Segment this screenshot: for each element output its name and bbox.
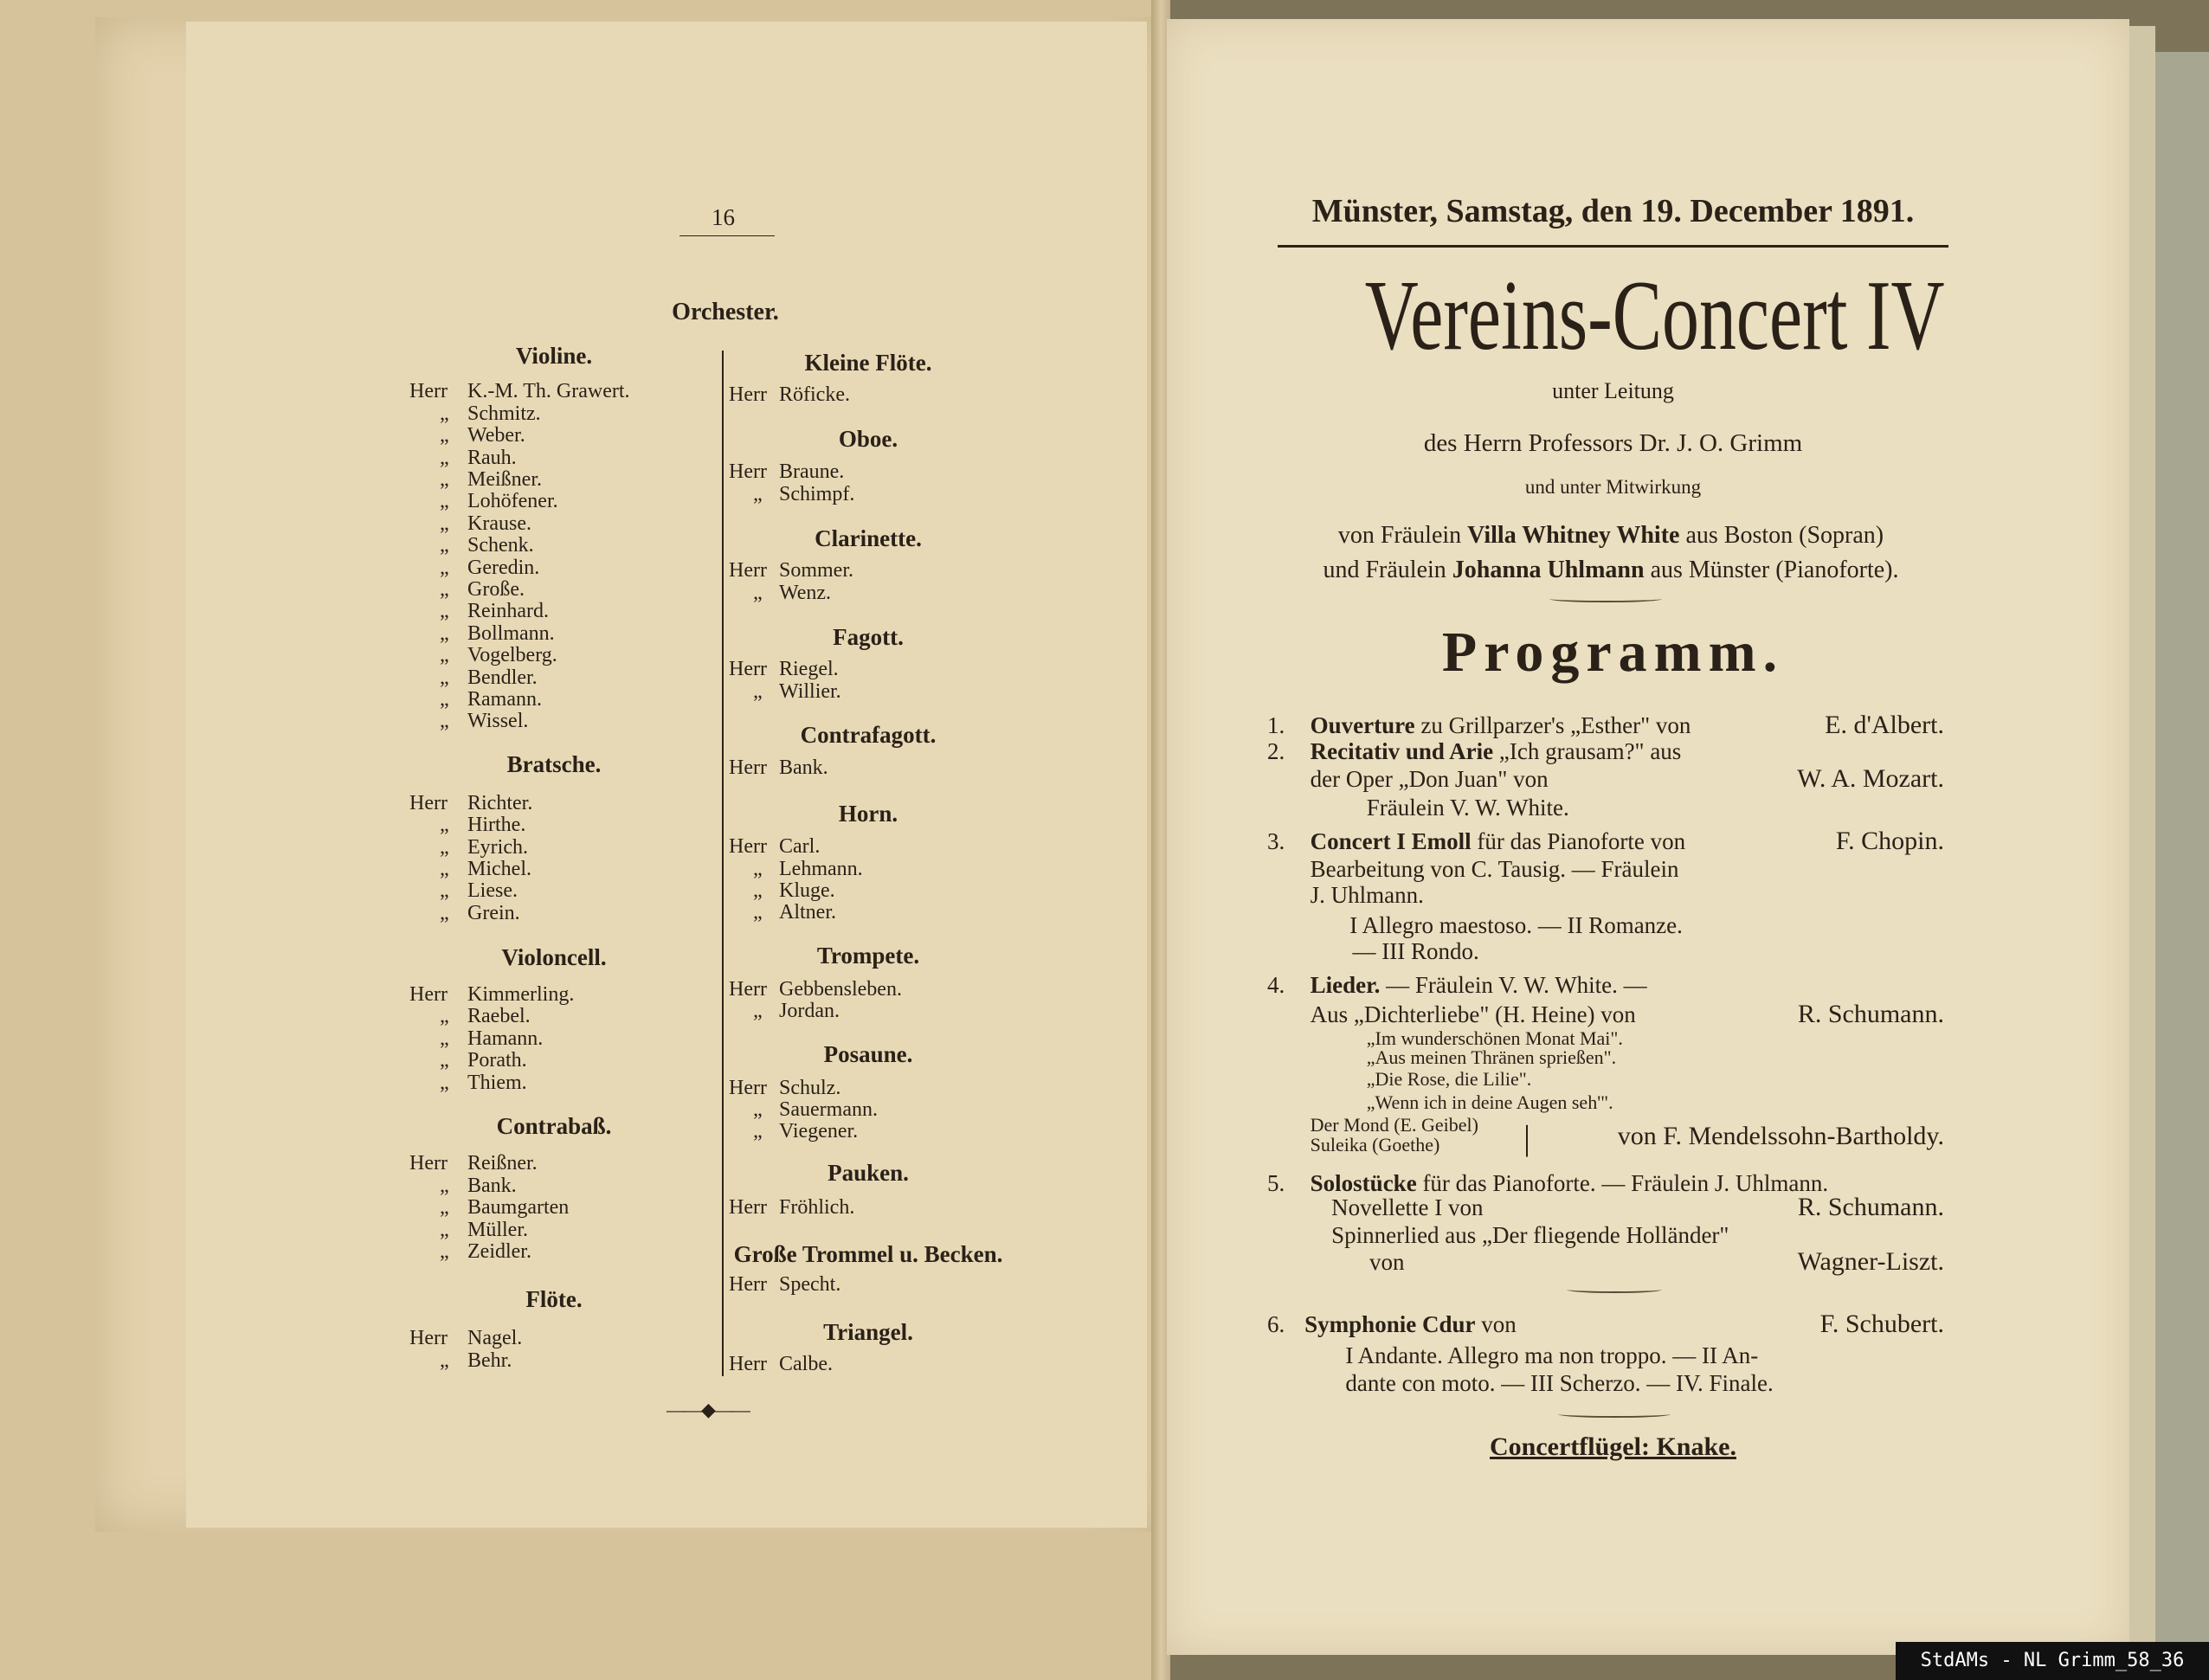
flourish-divider — [1558, 1411, 1671, 1418]
program-line-text: Spinnerlied aus „Der fliegende Holländer" — [1331, 1222, 1729, 1249]
musician-name: Lehmann. — [779, 857, 863, 880]
musician-name: Fröhlich. — [779, 1195, 855, 1219]
program-line-text: „Wenn ich in deine Augen seh'". — [1366, 1091, 1613, 1114]
ditto-mark: „ — [753, 857, 763, 880]
program-line — [1345, 1344, 1758, 1367]
musician-name: Riegel. — [779, 658, 839, 681]
ditto-mark: „ — [440, 835, 449, 859]
ditto-mark: „ — [440, 1005, 449, 1028]
program-line-text: von — [1475, 1310, 1517, 1337]
composer: E. d'Albert. — [1825, 711, 1944, 740]
program-line — [1367, 796, 1569, 819]
soloist-1-post: aus Boston (Sopran) — [1679, 522, 1884, 549]
musician-name: Porath. — [467, 1049, 527, 1072]
soloist-1 — [1269, 522, 1953, 550]
musician-name: Meißner. — [467, 468, 542, 492]
musician-name: Schulz. — [779, 1076, 841, 1099]
ditto-mark: „ — [753, 879, 763, 902]
musician-name: Liese. — [467, 879, 518, 903]
musician-name: Baumgarten — [467, 1196, 570, 1220]
program-line-text: von — [1369, 1249, 1405, 1276]
section-heading: Horn. — [838, 800, 898, 827]
program-line-text: „Die Rose, die Lilie". — [1366, 1067, 1532, 1090]
archive-watermark: StdAMs - NL Grimm_58_36 — [1896, 1642, 2209, 1680]
section-heading: Kleine Flöte. — [804, 349, 932, 376]
soloist-2-pre: und Fräulein — [1323, 557, 1452, 583]
programm-title: Programm. — [1441, 621, 1785, 684]
section-heading: Violine. — [515, 342, 593, 369]
ditto-mark: „ — [440, 424, 449, 447]
section-heading: Große Trommel u. Becken. — [733, 1241, 1003, 1268]
program-line — [1311, 714, 1691, 737]
soloist-2 — [1269, 557, 1953, 584]
musician-name: Lohöfener. — [467, 490, 558, 513]
ditto-mark: „ — [440, 600, 449, 623]
herr-label: Herr — [729, 383, 767, 406]
musician-name: Viegener. — [779, 1120, 859, 1143]
brace: | — [1523, 1117, 1531, 1157]
mitwirkung: und unter Mitwirkung — [1524, 476, 1702, 498]
herr-label: Herr — [729, 977, 767, 1001]
herr-label: Herr — [729, 460, 767, 484]
musician-name: Weber. — [467, 424, 525, 447]
page-number-rule — [679, 235, 775, 236]
musician-name: Specht. — [779, 1273, 841, 1297]
program-number: 2. — [1267, 737, 1285, 764]
musician-name: Raebel. — [467, 1005, 531, 1028]
program-line-text: „Aus meinen Thränen sprießen". — [1366, 1046, 1617, 1069]
herr-label: Herr — [729, 658, 767, 681]
herr-label: Herr — [409, 983, 448, 1007]
herr-label: Herr — [729, 1076, 767, 1099]
musician-name: Kimmerling. — [467, 983, 575, 1007]
musician-name: Rauh. — [467, 446, 517, 469]
section-heading: Contrabaß. — [496, 1113, 612, 1140]
program-line-text: Aus „Dichterliebe" (H. Heine) von — [1310, 1001, 1636, 1027]
musician-name: Röficke. — [779, 383, 850, 406]
program-line-text: I Andante. Allegro ma non troppo. — II An- — [1345, 1342, 1759, 1368]
musician-name: Bollmann. — [467, 621, 555, 645]
soloist-1-pre: von Fräulein — [1337, 522, 1468, 549]
musician-name: Bendler. — [467, 666, 538, 689]
ditto-mark: „ — [440, 1349, 449, 1372]
section-heading: Trompete. — [816, 943, 920, 969]
musician-name: Nagel. — [467, 1327, 523, 1350]
musician-name: Hirthe. — [467, 814, 526, 837]
musician-name: Willier. — [779, 679, 841, 703]
ditto-mark: „ — [440, 901, 449, 924]
musician-name: Hamann. — [467, 1027, 544, 1050]
ornament-divider: ——◆—— — [667, 1399, 749, 1420]
conductor: des Herrn Professors Dr. J. O. Grimm — [1423, 429, 1803, 457]
program-number: 5. — [1267, 1170, 1285, 1197]
program-work-title: Solostücke — [1310, 1170, 1417, 1197]
dateline: Münster, Samstag, den 19. December 1891. — [1311, 193, 1915, 229]
program-work-title: Concert I Emoll — [1310, 827, 1472, 854]
program-line-text: Bearbeitung von C. Tausig. — Fräulein — [1310, 856, 1679, 883]
concert-title: Vereins-Concert IV — [1364, 261, 1945, 371]
ditto-mark: „ — [440, 710, 449, 733]
program-line-text: Der Mond (E. Geibel) — [1310, 1114, 1478, 1136]
program-work-title: Ouverture — [1310, 712, 1415, 739]
musician-name: Große. — [467, 577, 525, 601]
page-number: 16 — [712, 204, 735, 230]
program-line — [1311, 1003, 1636, 1026]
program-line — [1366, 1067, 1532, 1090]
musician-name: Schenk. — [467, 534, 534, 557]
musician-name: Wenz. — [779, 581, 832, 604]
musician-name: Sommer. — [779, 559, 854, 583]
section-heading: Violoncell. — [501, 943, 607, 970]
program-line — [1310, 827, 1686, 854]
program-line — [1367, 1093, 1613, 1112]
musician-name: Sauermann. — [779, 1097, 878, 1121]
program-line-text: Novellette I von — [1331, 1194, 1484, 1220]
musician-name: Eyrich. — [467, 835, 528, 859]
ditto-mark: „ — [440, 644, 449, 667]
ditto-mark: „ — [440, 490, 449, 513]
ditto-mark: „ — [440, 879, 449, 903]
composer: Wagner-Liszt. — [1797, 1247, 1944, 1277]
ditto-mark: „ — [440, 687, 449, 711]
section-heading: Fagott. — [833, 624, 904, 651]
program-line-text: „Ich grausam?" aus — [1493, 737, 1682, 764]
herr-label: Herr — [729, 1273, 767, 1297]
herr-label: Herr — [409, 1327, 448, 1350]
musician-name: Bank. — [467, 1174, 517, 1197]
program-line-text: für das Pianoforte von — [1471, 827, 1686, 854]
program-line-text: J. Uhlmann. — [1310, 881, 1424, 908]
composer: F. Chopin. — [1835, 826, 1944, 855]
musician-name: K.-M. Th. Grawert. — [467, 380, 630, 403]
composer: F. Schubert. — [1819, 1309, 1944, 1338]
program-line-text: I Allegro maestoso. — II Romanze. — [1349, 912, 1683, 939]
ditto-mark: „ — [440, 666, 449, 689]
program-line-text: „Im wunderschönen Monat Mai". — [1366, 1027, 1623, 1049]
herr-label: Herr — [729, 756, 767, 780]
program-line-text: Suleika (Goethe) — [1310, 1134, 1440, 1156]
section-heading: Oboe. — [838, 425, 898, 452]
ditto-mark: „ — [753, 482, 763, 505]
program-line — [1331, 1196, 1483, 1219]
ditto-mark: „ — [440, 577, 449, 601]
program-work-title: Symphonie Cdur — [1304, 1310, 1476, 1337]
cover-edge — [2155, 52, 2209, 1680]
flourish-divider — [1549, 595, 1662, 602]
program-line-text: — III Rondo. — [1352, 937, 1479, 964]
herr-label: Herr — [729, 559, 767, 583]
program-line-text: zu Grillparzer's „Esther" von — [1414, 712, 1691, 739]
section-heading: Flöte. — [525, 1286, 583, 1313]
musician-name: Zeidler. — [467, 1239, 531, 1263]
musician-name: Carl. — [779, 835, 821, 859]
program-line — [1367, 1048, 1616, 1067]
page-edge — [2129, 26, 2155, 1680]
musician-name: Schimpf. — [779, 482, 855, 505]
herr-label: Herr — [409, 1152, 448, 1175]
musician-name: Geredin. — [467, 556, 540, 579]
ditto-mark: „ — [440, 1174, 449, 1197]
program-line — [1367, 1029, 1623, 1048]
program-line — [1310, 881, 1424, 908]
herr-label: Herr — [729, 1195, 767, 1219]
program-line — [1310, 1170, 1829, 1197]
program-line — [1311, 1116, 1478, 1135]
flourish-divider — [1567, 1286, 1662, 1293]
program-line-text: dante con moto. — III Scherzo. — IV. Finale. — [1345, 1370, 1774, 1397]
program-line-text: — Fräulein V. W. White. — — [1380, 971, 1647, 998]
musician-name: Richter. — [467, 791, 533, 814]
program-line — [1352, 937, 1479, 964]
herr-label: Herr — [729, 835, 767, 859]
ditto-mark: „ — [440, 512, 449, 535]
musician-name: Bank. — [779, 756, 828, 780]
ditto-mark: „ — [753, 679, 763, 703]
musician-name: Wissel. — [467, 710, 529, 733]
section-heading: Contrafagott. — [800, 721, 937, 748]
dateline-rule — [1278, 245, 1948, 248]
musician-name: Schmitz. — [467, 402, 541, 425]
concertfluegel: Concertflügel: Knake. — [1490, 1432, 1736, 1461]
program-line — [1331, 1222, 1729, 1249]
program-line — [1345, 1370, 1774, 1397]
composer: R. Schumann. — [1797, 1192, 1944, 1221]
program-number: 1. — [1267, 712, 1285, 739]
composer: R. Schumann. — [1797, 999, 1944, 1028]
ditto-mark: „ — [753, 999, 763, 1022]
musician-name: Braune. — [779, 460, 845, 484]
program-line — [1310, 737, 1682, 764]
program-line — [1310, 856, 1679, 883]
program-number: 4. — [1267, 971, 1285, 998]
unter-leitung: unter Leitung — [1552, 378, 1674, 403]
ditto-mark: „ — [440, 1071, 449, 1094]
ditto-mark: „ — [440, 534, 449, 557]
program-line — [1349, 914, 1683, 937]
musician-name: Krause. — [467, 512, 531, 535]
ditto-mark: „ — [440, 556, 449, 579]
musician-name: Gebbensleben. — [779, 977, 902, 1001]
composer: W. A. Mozart. — [1797, 764, 1944, 794]
ditto-mark: „ — [753, 1097, 763, 1121]
program-work-title: Recitativ und Arie — [1310, 737, 1494, 764]
ditto-mark: „ — [753, 1120, 763, 1143]
program-line — [1311, 1136, 1440, 1155]
ditto-mark: „ — [440, 468, 449, 492]
program-work-title: Lieder. — [1310, 971, 1381, 998]
ditto-mark: „ — [440, 1218, 449, 1241]
musician-name: Grein. — [467, 901, 520, 924]
program-line — [1304, 1310, 1517, 1337]
program-line-text: Fräulein V. W. White. — [1366, 794, 1569, 821]
soloist-2-post: aus Münster (Pianoforte). — [1644, 557, 1899, 583]
program-number: 3. — [1267, 827, 1285, 854]
ditto-mark: „ — [440, 1049, 449, 1072]
ditto-mark: „ — [753, 901, 763, 924]
program-line-text: für das Pianoforte. — Fräulein J. Uhlmann. — [1416, 1170, 1829, 1197]
herr-label: Herr — [409, 791, 448, 814]
herr-label: Herr — [409, 380, 448, 403]
ditto-mark: „ — [440, 446, 449, 469]
ditto-mark: „ — [440, 814, 449, 837]
ditto-mark: „ — [440, 402, 449, 425]
ditto-mark: „ — [440, 621, 449, 645]
musician-name: Thiem. — [467, 1071, 527, 1094]
musician-name: Reinhard. — [467, 600, 549, 623]
musician-name: Jordan. — [779, 999, 840, 1022]
section-heading: Triangel. — [823, 1318, 913, 1345]
section-heading: Bratsche. — [506, 750, 602, 777]
ditto-mark: „ — [440, 1196, 449, 1220]
soloist-1-name: Villa Whitney White — [1467, 522, 1680, 549]
orchestra-heading: Orchester. — [672, 299, 779, 325]
ditto-mark: „ — [440, 857, 449, 880]
musician-name: Reißner. — [467, 1152, 538, 1175]
ditto-mark: „ — [753, 581, 763, 604]
musician-name: Behr. — [467, 1349, 512, 1372]
column-divider — [722, 351, 724, 1376]
program-line-text: der Oper „Don Juan" von — [1310, 766, 1549, 793]
program-number: 6. — [1267, 1310, 1285, 1337]
composer: von F. Mendelssohn-Bartholdy. — [1617, 1122, 1944, 1151]
section-heading: Pauken. — [828, 1159, 909, 1186]
musician-name: Vogelberg. — [467, 644, 557, 667]
program-line — [1369, 1249, 1405, 1276]
program-line — [1310, 766, 1549, 793]
soloist-2-name: Johanna Uhlmann — [1452, 557, 1645, 583]
ditto-mark: „ — [440, 1239, 449, 1263]
ditto-mark: „ — [440, 1027, 449, 1050]
musician-name: Calbe. — [779, 1352, 833, 1375]
musician-name: Müller. — [467, 1218, 528, 1241]
musician-name: Michel. — [467, 857, 531, 880]
musician-name: Kluge. — [779, 879, 835, 902]
section-heading: Clarinette. — [815, 525, 922, 552]
program-line — [1310, 971, 1647, 998]
herr-label: Herr — [729, 1352, 767, 1375]
section-heading: Posaune. — [823, 1041, 913, 1068]
musician-name: Ramann. — [467, 687, 542, 711]
musician-name: Altner. — [779, 901, 836, 924]
